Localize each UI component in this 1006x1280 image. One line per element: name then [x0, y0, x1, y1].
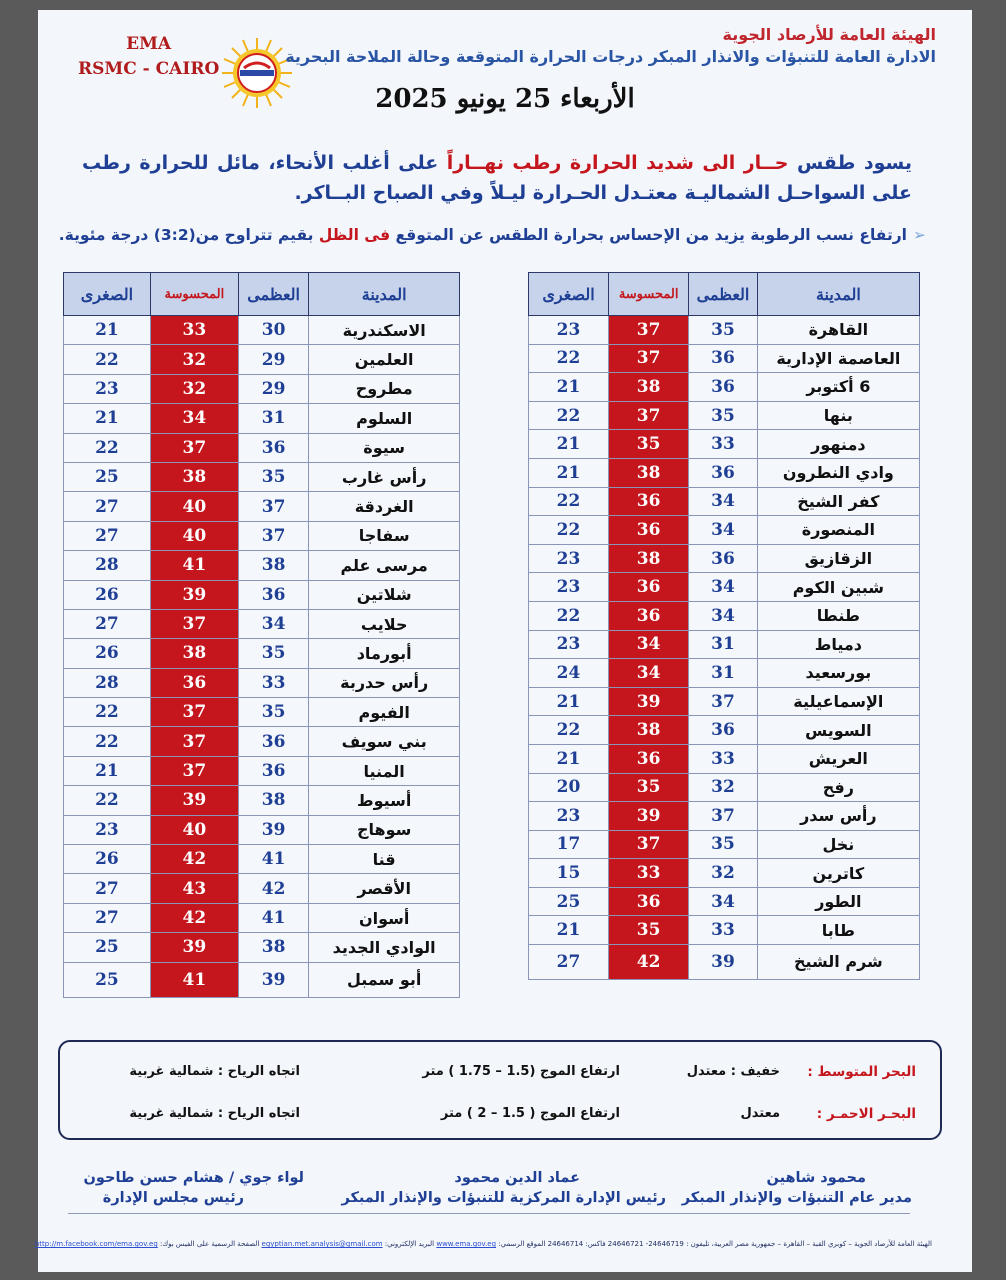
- city-cell: بورسعيد: [757, 659, 919, 688]
- min-temp-cell: 27: [529, 945, 609, 980]
- table-row: [64, 580, 460, 609]
- feels-like-cell: 40: [150, 492, 238, 521]
- min-temp-cell: 24: [529, 659, 609, 688]
- city-cell: نخل: [757, 830, 919, 859]
- max-temp-cell: 33: [238, 668, 308, 697]
- city-cell: رأس حدربة: [309, 668, 460, 697]
- feels-like-cell: 35: [609, 430, 689, 459]
- city-cell: سوهاج: [309, 815, 460, 844]
- min-temp-cell: 22: [529, 516, 609, 545]
- city-cell: العريش: [757, 744, 919, 773]
- max-temp-cell: 36: [238, 580, 308, 609]
- max-temp-cell: 37: [689, 802, 757, 831]
- table-row: [529, 316, 920, 345]
- feels-like-cell: 38: [609, 716, 689, 745]
- feels-like-cell: 37: [609, 316, 689, 345]
- min-temp-cell: 23: [529, 316, 609, 345]
- bulletin-page: [34, 10, 972, 1272]
- signature-1: محمود شاهين مدير عام التنبؤات والإنذار المبكر: [681, 1170, 912, 1206]
- max-temp-cell: 36: [238, 727, 308, 756]
- max-temp-cell: 33: [689, 916, 757, 945]
- city-cell: المنيا: [309, 756, 460, 785]
- max-temp-cell: 33: [689, 744, 757, 773]
- col-feel: المحسوسة: [609, 273, 689, 316]
- feels-like-cell: 36: [150, 668, 238, 697]
- bulletin-date: الأربعاء 25 يونيو 2025: [375, 84, 635, 114]
- max-temp-cell: 30: [238, 316, 308, 345]
- table-row: [529, 430, 920, 459]
- min-temp-cell: 21: [529, 430, 609, 459]
- cities-table-right: [528, 272, 920, 980]
- min-temp-cell: 22: [64, 345, 151, 374]
- col-min: الصغرى: [64, 273, 151, 316]
- table-row: [529, 516, 920, 545]
- feels-like-cell: 39: [609, 687, 689, 716]
- table-row: [529, 773, 920, 802]
- table-row: [64, 962, 460, 997]
- ema-label: EMA RSMC - CAIRO: [78, 34, 220, 79]
- table-row: [64, 845, 460, 874]
- min-temp-cell: 23: [529, 802, 609, 831]
- max-temp-cell: 41: [238, 845, 308, 874]
- city-cell: شلاتين: [309, 580, 460, 609]
- min-temp-cell: 25: [64, 462, 151, 491]
- authority-title: الهيئة العامة للأرصاد الجوية: [722, 25, 936, 44]
- city-cell: كاترين: [757, 859, 919, 888]
- website-link[interactable]: www.ema.gov.eg: [436, 1240, 497, 1248]
- city-cell: مطروح: [309, 374, 460, 403]
- max-temp-cell: 31: [689, 659, 757, 688]
- max-temp-cell: 36: [238, 756, 308, 785]
- max-temp-cell: 37: [238, 492, 308, 521]
- city-cell: المنصورة: [757, 516, 919, 545]
- table-row: [64, 316, 460, 345]
- max-temp-cell: 35: [689, 316, 757, 345]
- max-temp-cell: 34: [689, 573, 757, 602]
- max-temp-cell: 32: [689, 773, 757, 802]
- table-row: [529, 573, 920, 602]
- min-temp-cell: 21: [529, 373, 609, 402]
- max-temp-cell: 35: [238, 698, 308, 727]
- col-city: المدينة: [757, 273, 919, 316]
- feels-like-cell: 33: [609, 859, 689, 888]
- feels-like-cell: 37: [150, 727, 238, 756]
- col-feel: المحسوسة: [150, 273, 238, 316]
- max-temp-cell: 37: [689, 687, 757, 716]
- city-cell: بني سويف: [309, 727, 460, 756]
- table-row: [529, 744, 920, 773]
- feels-like-cell: 34: [150, 404, 238, 433]
- min-temp-cell: 27: [64, 492, 151, 521]
- city-cell: الفيوم: [309, 698, 460, 727]
- max-temp-cell: 41: [238, 903, 308, 932]
- feels-like-cell: 40: [150, 815, 238, 844]
- min-temp-cell: 22: [529, 344, 609, 373]
- cities-table-left: [63, 272, 460, 998]
- max-temp-cell: 35: [689, 830, 757, 859]
- city-cell: سفاجا: [309, 521, 460, 550]
- city-cell: أسيوط: [309, 786, 460, 815]
- feels-like-cell: 39: [609, 802, 689, 831]
- table-row: [529, 945, 920, 980]
- city-cell: دمياط: [757, 630, 919, 659]
- min-temp-cell: 22: [64, 433, 151, 462]
- table-row: [64, 786, 460, 815]
- header-titles: [285, 24, 936, 68]
- max-temp-cell: 29: [238, 345, 308, 374]
- feels-like-cell: 38: [609, 373, 689, 402]
- table-row: [64, 639, 460, 668]
- table-row: [529, 830, 920, 859]
- table-row: [64, 492, 460, 521]
- min-temp-cell: 28: [64, 551, 151, 580]
- city-cell: أسوان: [309, 903, 460, 932]
- min-temp-cell: 17: [529, 830, 609, 859]
- city-cell: قنا: [309, 845, 460, 874]
- max-temp-cell: 29: [238, 374, 308, 403]
- table-row: [64, 433, 460, 462]
- max-temp-cell: 36: [689, 344, 757, 373]
- city-cell: رفح: [757, 773, 919, 802]
- feels-like-cell: 39: [150, 786, 238, 815]
- min-temp-cell: 25: [64, 962, 151, 997]
- facebook-link[interactable]: http://m.facebook.com/ema.gov.eg: [34, 1240, 158, 1248]
- table-row: [529, 802, 920, 831]
- feels-like-cell: 37: [609, 401, 689, 430]
- divider: [68, 1213, 910, 1214]
- col-max: العظمى: [689, 273, 757, 316]
- max-temp-cell: 39: [238, 962, 308, 997]
- table-row: [64, 404, 460, 433]
- max-temp-cell: 31: [689, 630, 757, 659]
- arrow-bullet-icon: ➢: [913, 226, 926, 244]
- table-row: [64, 727, 460, 756]
- table-row: [64, 462, 460, 491]
- min-temp-cell: 21: [529, 458, 609, 487]
- table-row: [529, 544, 920, 573]
- feels-like-cell: 39: [150, 933, 238, 962]
- min-temp-cell: 21: [529, 916, 609, 945]
- table-row: [529, 630, 920, 659]
- feels-like-cell: 37: [150, 698, 238, 727]
- email-link[interactable]: egyptian.met.analysis@gmail.com: [261, 1240, 383, 1248]
- max-temp-cell: 38: [238, 786, 308, 815]
- table-row: [529, 487, 920, 516]
- max-temp-cell: 36: [689, 716, 757, 745]
- sea-state-box: البحر المتوسط : خفيف : معتدل ارتفاع الموج (1.5 – 1.75 ) متر اتجاه الرياح : شمالية غربية البحـر الاحمـر : معتدل ارتفاع الموج ( 1.5 – 2 ) متر اتجاه الرياح : شمالية غربية: [58, 1040, 942, 1140]
- max-temp-cell: 31: [238, 404, 308, 433]
- min-temp-cell: 23: [64, 374, 151, 403]
- city-cell: العلمين: [309, 345, 460, 374]
- min-temp-cell: 21: [64, 756, 151, 785]
- table-row: [64, 874, 460, 903]
- feels-like-cell: 35: [609, 916, 689, 945]
- feels-like-cell: 37: [150, 433, 238, 462]
- feels-like-cell: 32: [150, 374, 238, 403]
- department-title: الادارة العامة للتنبؤات والانذار المبكر درجات الحرارة المتوقعة وحالة الملاحة البحرية: [285, 47, 936, 66]
- min-temp-cell: 22: [64, 727, 151, 756]
- feels-like-cell: 36: [609, 887, 689, 916]
- feels-like-cell: 33: [150, 316, 238, 345]
- max-temp-cell: 37: [238, 521, 308, 550]
- min-temp-cell: 22: [529, 487, 609, 516]
- max-temp-cell: 34: [238, 609, 308, 638]
- min-temp-cell: 26: [64, 639, 151, 668]
- city-cell: الوادي الجديد: [309, 933, 460, 962]
- col-min: الصغرى: [529, 273, 609, 316]
- table-row: [529, 716, 920, 745]
- min-temp-cell: 22: [529, 716, 609, 745]
- table-row: [64, 815, 460, 844]
- min-temp-cell: 27: [64, 903, 151, 932]
- city-cell: حلايب: [309, 609, 460, 638]
- footer-contact: الهيئة العامة للأرصاد الجوية – كوبري القبة – القاهرة – جمهورية مصر العربية، تليفون : 24646719- 24646721 فاكس: 24646714 الموقع الرسمي: www.ema.gov.eg البريد الإلكتروني: egyptian.met.analysis@gmail.com الصفحة الرسمية على الفيس بوك: http://m.facebook.com/ema.gov.eg: [34, 1240, 932, 1248]
- table-row: [529, 458, 920, 487]
- table-row: [529, 401, 920, 430]
- feels-like-cell: 36: [609, 744, 689, 773]
- max-temp-cell: 36: [238, 433, 308, 462]
- city-cell: العاصمة الإدارية: [757, 344, 919, 373]
- feels-like-cell: 35: [609, 773, 689, 802]
- city-cell: القاهرة: [757, 316, 919, 345]
- weather-summary: يسود طقس حــار الى شديد الحرارة رطب نهــاراً على أغلب الأنحاء، مائل للحرارة رطب على السواحـل الشماليـة معتـدل الحـرارة ليـلاً وفي الصباح البــاكر.: [82, 152, 912, 204]
- min-temp-cell: 23: [529, 573, 609, 602]
- city-cell: الإسماعيلية: [757, 687, 919, 716]
- city-cell: السويس: [757, 716, 919, 745]
- feels-like-cell: 38: [609, 458, 689, 487]
- city-cell: الزقازيق: [757, 544, 919, 573]
- city-cell: الطور: [757, 887, 919, 916]
- feels-like-cell: 36: [609, 573, 689, 602]
- max-temp-cell: 35: [238, 639, 308, 668]
- min-temp-cell: 28: [64, 668, 151, 697]
- max-temp-cell: 36: [689, 544, 757, 573]
- max-temp-cell: 38: [238, 551, 308, 580]
- min-temp-cell: 15: [529, 859, 609, 888]
- table-row: [64, 609, 460, 638]
- max-temp-cell: 36: [689, 458, 757, 487]
- feels-like-cell: 36: [609, 601, 689, 630]
- feels-like-cell: 42: [150, 845, 238, 874]
- feels-like-cell: 36: [609, 487, 689, 516]
- min-temp-cell: 22: [529, 601, 609, 630]
- humidity-note: ➢ارتفاع نسب الرطوبة يزيد من الإحساس بحرارة الطقس عن المتوقع فى الظل بقيم تتراوح من(3:2) درجة مئوية.: [58, 226, 926, 244]
- feels-like-cell: 41: [150, 551, 238, 580]
- min-temp-cell: 26: [64, 845, 151, 874]
- city-cell: 6 أكتوبر: [757, 373, 919, 402]
- feels-like-cell: 34: [609, 630, 689, 659]
- max-temp-cell: 34: [689, 487, 757, 516]
- city-cell: كفر الشيخ: [757, 487, 919, 516]
- table-row: [64, 698, 460, 727]
- max-temp-cell: 39: [689, 945, 757, 980]
- min-temp-cell: 23: [529, 544, 609, 573]
- min-temp-cell: 23: [529, 630, 609, 659]
- table-row: [529, 344, 920, 373]
- city-cell: السلوم: [309, 404, 460, 433]
- col-city: المدينة: [309, 273, 460, 316]
- feels-like-cell: 37: [150, 609, 238, 638]
- table-row: [529, 859, 920, 888]
- min-temp-cell: 26: [64, 580, 151, 609]
- feels-like-cell: 34: [609, 659, 689, 688]
- max-temp-cell: 39: [238, 815, 308, 844]
- feels-like-cell: 41: [150, 962, 238, 997]
- city-cell: دمنهور: [757, 430, 919, 459]
- max-temp-cell: 35: [238, 462, 308, 491]
- min-temp-cell: 27: [64, 874, 151, 903]
- table-row: [64, 345, 460, 374]
- min-temp-cell: 25: [529, 887, 609, 916]
- table-row: [529, 887, 920, 916]
- min-temp-cell: 21: [64, 316, 151, 345]
- signature-3: لواء جوي / هشام حسن طاحون رئيس مجلس الإدارة: [83, 1170, 304, 1206]
- city-cell: وادي النطرون: [757, 458, 919, 487]
- city-cell: بنها: [757, 401, 919, 430]
- city-cell: مرسى علم: [309, 551, 460, 580]
- table-row: [529, 373, 920, 402]
- table-row: [529, 601, 920, 630]
- city-cell: رأس غارب: [309, 462, 460, 491]
- city-cell: طنطا: [757, 601, 919, 630]
- feels-like-cell: 43: [150, 874, 238, 903]
- table-row: [64, 933, 460, 962]
- max-temp-cell: 33: [689, 430, 757, 459]
- table-row: [64, 551, 460, 580]
- city-cell: شبين الكوم: [757, 573, 919, 602]
- feels-like-cell: 39: [150, 580, 238, 609]
- table-row: [529, 659, 920, 688]
- min-temp-cell: 25: [64, 933, 151, 962]
- table-row: [529, 687, 920, 716]
- max-temp-cell: 38: [238, 933, 308, 962]
- max-temp-cell: 42: [238, 874, 308, 903]
- feels-like-cell: 42: [150, 903, 238, 932]
- min-temp-cell: 27: [64, 521, 151, 550]
- min-temp-cell: 21: [64, 404, 151, 433]
- min-temp-cell: 27: [64, 609, 151, 638]
- min-temp-cell: 21: [529, 687, 609, 716]
- feels-like-cell: 40: [150, 521, 238, 550]
- feels-like-cell: 37: [609, 830, 689, 859]
- min-temp-cell: 23: [64, 815, 151, 844]
- max-temp-cell: 32: [689, 859, 757, 888]
- signature-2: عماد الدين محمود رئيس الإدارة المركزية للتنبؤات والإنذار المبكر: [341, 1170, 666, 1206]
- table-row: [64, 668, 460, 697]
- table-row: [64, 374, 460, 403]
- table-row: [529, 916, 920, 945]
- city-cell: طابا: [757, 916, 919, 945]
- feels-like-cell: 38: [150, 462, 238, 491]
- feels-like-cell: 37: [609, 344, 689, 373]
- city-cell: الأقصر: [309, 874, 460, 903]
- table-row: [64, 521, 460, 550]
- min-temp-cell: 22: [64, 698, 151, 727]
- feels-like-cell: 38: [150, 639, 238, 668]
- min-temp-cell: 22: [64, 786, 151, 815]
- feels-like-cell: 37: [150, 756, 238, 785]
- city-cell: شرم الشيخ: [757, 945, 919, 980]
- max-temp-cell: 36: [689, 373, 757, 402]
- table-row: [64, 903, 460, 932]
- max-temp-cell: 34: [689, 887, 757, 916]
- max-temp-cell: 35: [689, 401, 757, 430]
- city-cell: رأس سدر: [757, 802, 919, 831]
- city-cell: الاسكندرية: [309, 316, 460, 345]
- city-cell: الغردقة: [309, 492, 460, 521]
- feels-like-cell: 32: [150, 345, 238, 374]
- feels-like-cell: 36: [609, 516, 689, 545]
- min-temp-cell: 22: [529, 401, 609, 430]
- city-cell: أبورماد: [309, 639, 460, 668]
- min-temp-cell: 20: [529, 773, 609, 802]
- max-temp-cell: 34: [689, 601, 757, 630]
- feels-like-cell: 38: [609, 544, 689, 573]
- col-max: العظمى: [238, 273, 308, 316]
- min-temp-cell: 21: [529, 744, 609, 773]
- feels-like-cell: 42: [609, 945, 689, 980]
- city-cell: سيوة: [309, 433, 460, 462]
- max-temp-cell: 34: [689, 516, 757, 545]
- city-cell: أبو سمبل: [309, 962, 460, 997]
- table-row: [64, 756, 460, 785]
